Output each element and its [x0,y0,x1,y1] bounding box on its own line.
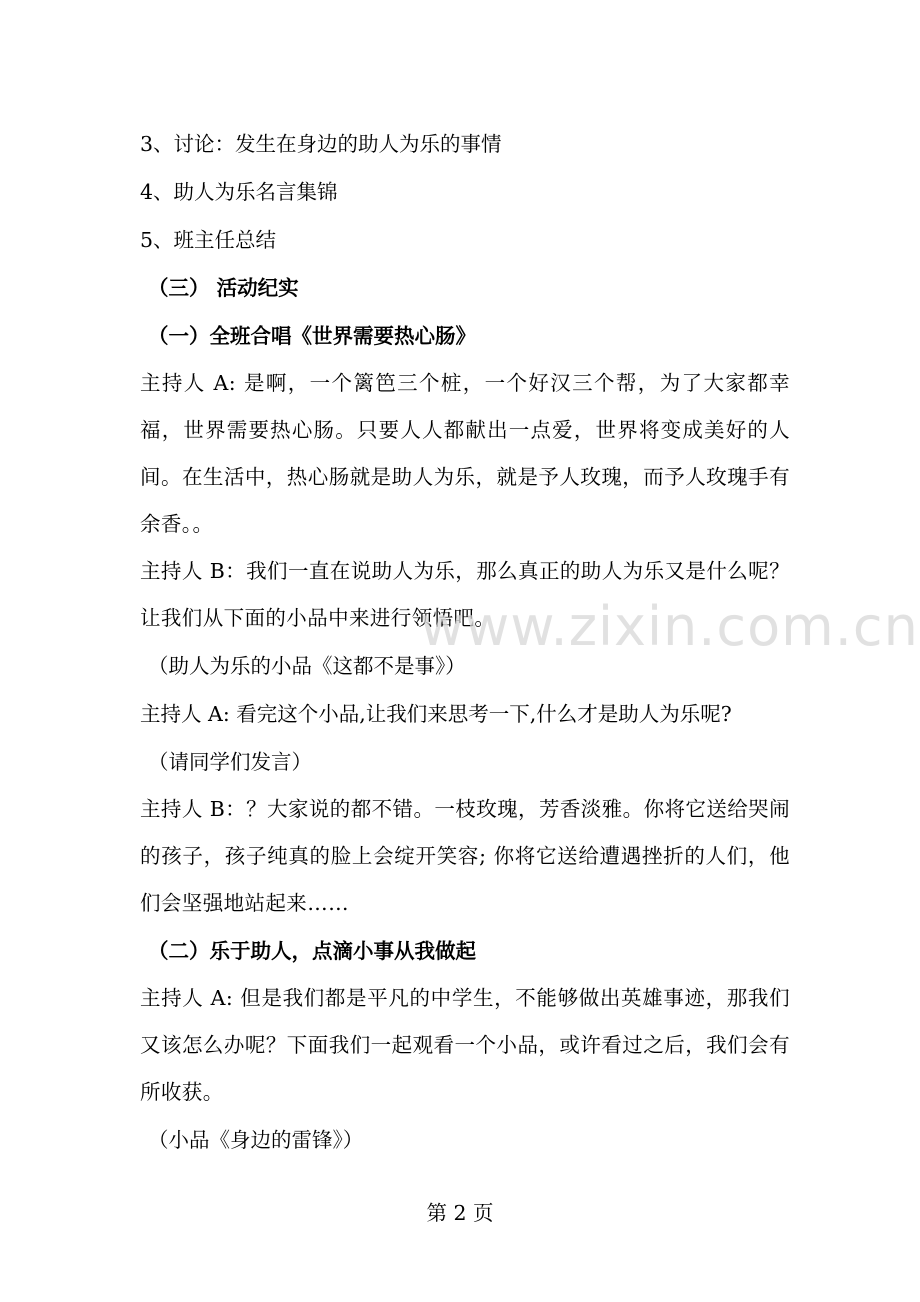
paragraph-host-a-2: 主持人 A: 看完这个小品,让我们来思考一下,什么才是助人为乐呢? [140,702,732,726]
skit-note-2: （小品《身边的雷锋》） [148,1128,364,1152]
watermark: www.zixin.com.cn [420,595,919,658]
subsection-heading-chorus: （一）全班合唱《世界需要热心肠》 [148,324,476,348]
page-number-footer: 第 2 页 [426,1201,494,1225]
list-item-quotes: 4、助人为乐名言集锦 [140,180,338,204]
paragraph-host-a-3: 主持人 A: 但是我们都是平凡的中学生，不能够做出英雄事迹，那我们又该怎么办呢？下面我们一起观看一个小品，或许看过之后，我们会有所收获。 [140,986,790,1104]
paragraph-host-b-1: 主持人 B：我们一直在说助人为乐，那么真正的助人为乐又是什么呢？让我们从下面的小品中来进行领悟吧。 [140,559,790,630]
subsection-heading-helping: （二）乐于助人，点滴小事从我做起 [148,939,476,963]
speech-note: （请同学们发言） [148,750,312,774]
list-item-summary: 5、班主任总结 [140,228,277,252]
list-item-discussion: 3、讨论：发生在身边的助人为乐的事情 [140,132,502,156]
page-content [140,120,790,1164]
paragraph-host-a-1: 主持人 A: 是啊，一个篱笆三个桩，一个好汉三个帮，为了大家都幸福，世界需要热心肠。只要人人都献出一点爱，世界将变成美好的人间。在生活中，热心肠就是助人为乐，就是予人玫瑰，而予人玫瑰手有余香。。 [140,371,790,536]
paragraph-host-b-2: 主持人 B：？大家说的都不错。一枝玫瑰，芳香淡雅。你将它送给哭闹的孩子，孩子纯真的脸上会绽开笑容; 你将它送给遭遇挫折的人们，他们会坚强地站起来…… [140,797,790,915]
skit-note-1: （助人为乐的小品《这都不是事》） [148,654,466,678]
section-heading-activity-record: （三） 活动纪实 [148,276,299,300]
